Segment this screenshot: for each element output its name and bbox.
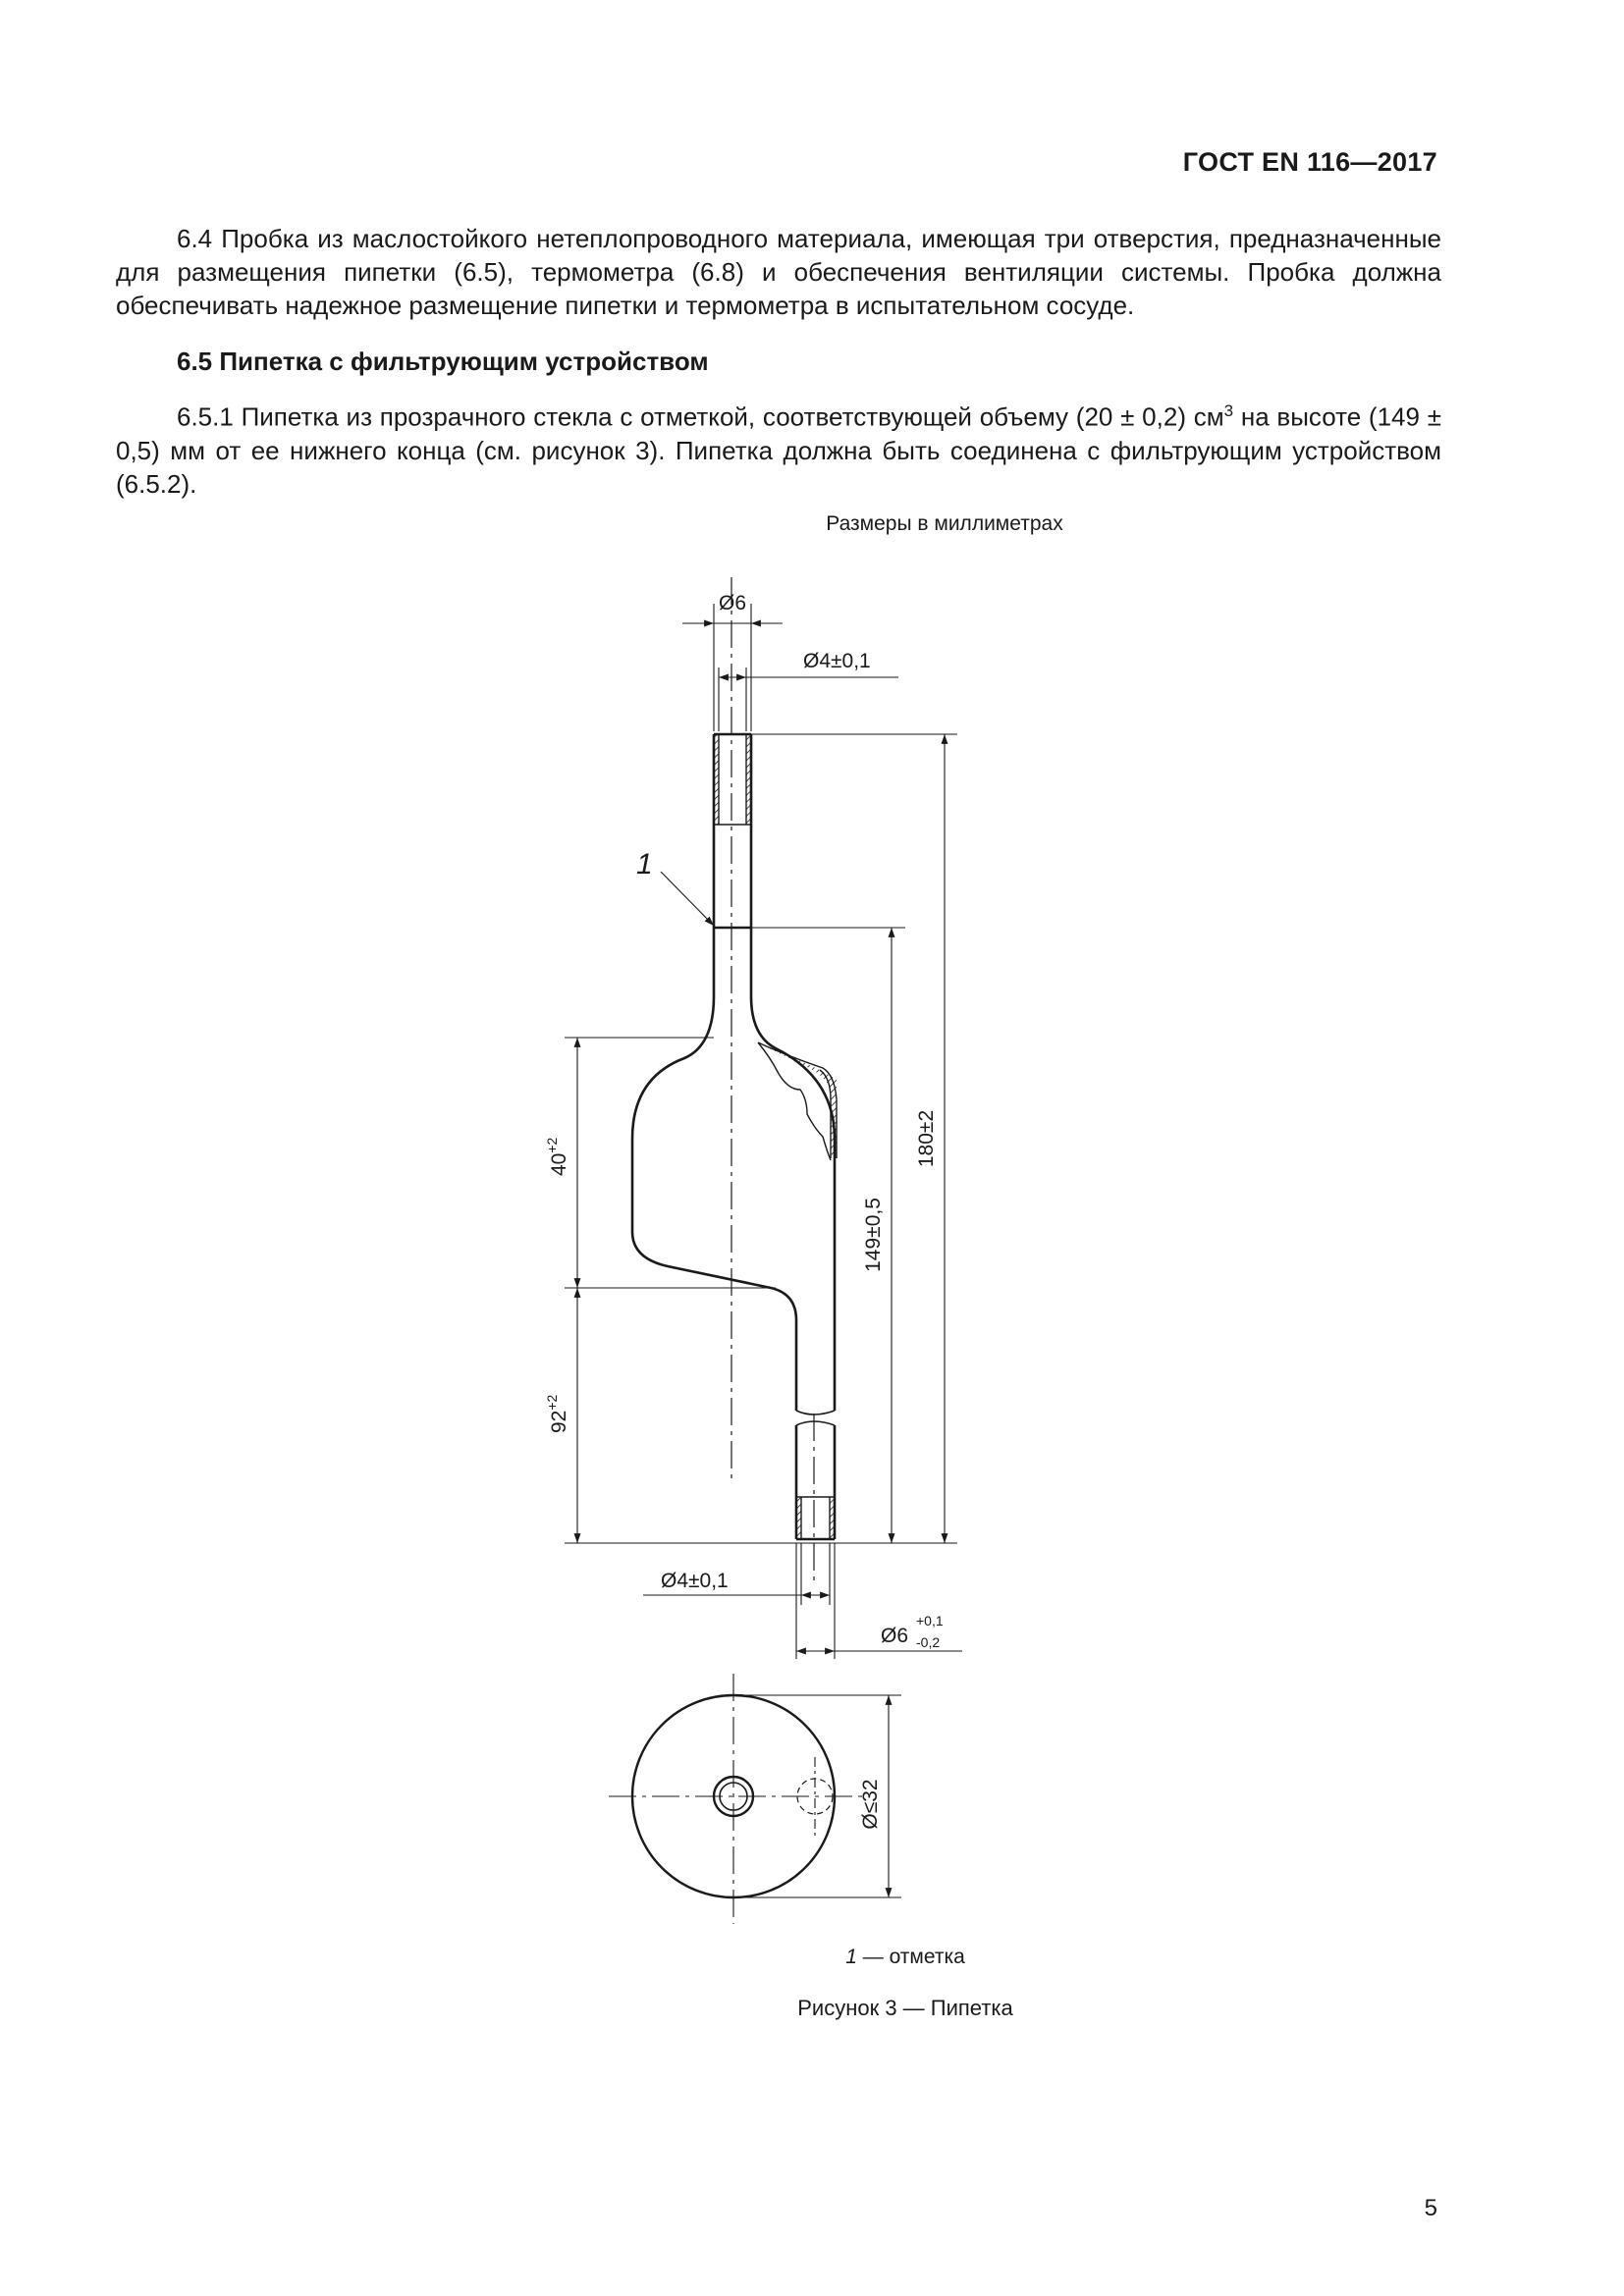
dim-bottom-outer-diameter: Ø6 [881,1625,909,1647]
paragraph-text-part-1: 6.5.1 Пипетка из прозрачного стекла с отметкой, соответствующей объему (20 ± 0,2) см [177,401,1224,432]
section-6-4-paragraph: 6.4 Пробка из маслостойкого нетеплопроводного материала, имеющая три отверстия, предназначенные для размещения пипетки (6.5), термометра (6.8) и обеспечения вентиляции системы. Пробка должна обеспечивать надежное размещение пипетки и термометра в испытательном сосуде. [116,224,1441,320]
bulb-height-tolerance: +2 [544,1137,560,1153]
dim-top-inner-diameter: Ø4±0,1 [803,650,871,672]
cubic-superscript: 3 [1223,401,1234,420]
legend-text: — отметка [856,1946,965,1968]
dim-total-height: 180±2 [915,1109,938,1168]
dim-bottom-inner-diameter: Ø4±0,1 [661,1570,729,1592]
lower-height-tolerance: +2 [544,1394,560,1411]
lower-height-base: 92 [548,1410,570,1433]
units-note: Размеры в миллиметрах [826,512,1063,535]
dim-mark-height: 149±0,5 [862,1198,885,1272]
document-id-header: ГОСТ EN 116—2017 [1182,147,1437,177]
figure-legend [0,1946,1624,1969]
section-6-5-heading: 6.5 Пипетка с фильтрующим устройством [177,347,709,376]
bulb-height-base: 40 [548,1152,570,1176]
callout-number: 1 [636,848,653,881]
dim-bulb-height [544,1137,570,1176]
paragraph-text-part-2: на высоте (149 ± 0,5) мм от ее нижнего конца (см. рисунок 3). Пипетка должна быть соединена с фильтрующим устройством (6.5.2). [116,401,1441,499]
legend-number: 1 [845,1946,857,1968]
page-number: 5 [1424,2195,1437,2221]
figure-caption: Рисунок 3 — Пипетка [797,1996,1013,2020]
dim-top-outer-diameter: Ø6 [719,592,747,614]
pipette-left-outline [632,734,796,1411]
dim-bulb-diameter: Ø≤32 [859,1779,882,1830]
dim-bottom-outer-tol-lower: -0,2 [916,1634,941,1650]
dim-lower-height [544,1394,570,1433]
callout-leader [661,872,714,926]
dim-bottom-outer-tol-upper: +0,1 [916,1613,944,1629]
